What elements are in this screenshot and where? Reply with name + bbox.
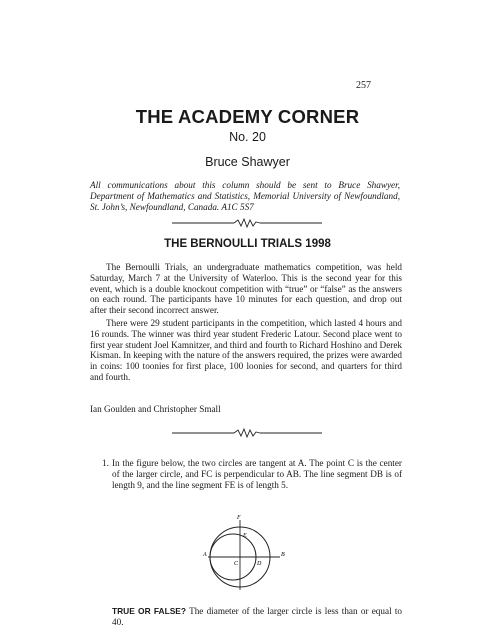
signature [90, 404, 402, 415]
true-false-text: The diameter of the larger circle is less than or equal to 40. [112, 606, 402, 627]
page-number: 257 [356, 80, 371, 91]
problem-1 [90, 458, 402, 490]
label-c: C [234, 561, 239, 567]
tangent-circles-diagram [200, 512, 286, 598]
problem-number: 1. [102, 458, 109, 468]
true-false-question [112, 606, 402, 628]
column-author: Bruce Shawyer [205, 155, 290, 169]
paragraph-intro [90, 262, 402, 316]
ornamental-divider-bottom [172, 428, 322, 438]
label-f: F [237, 515, 241, 521]
issue-number: No. 20 [229, 130, 266, 144]
label-d: D [257, 561, 262, 567]
ornamental-divider-top [172, 218, 322, 228]
column-title: THE ACADEMY CORNER [135, 106, 360, 127]
label-e: E [243, 533, 247, 539]
true-false-label: TRUE OR FALSE? [112, 606, 186, 616]
paragraph-results-text: There were 29 student participants in the competition, which lasted 4 hours and 16 rounds. The winner was third year student Frederic Latour. Second place went to first year student Joel Kamnitzer, and third and fourth to Richard Hoshino and Derek Kisman. In keeping with the nature of the answers required, the prizes were awarded in coins: 100 toonies for first place, 100 loonies for second, and quarters for third and fourth. [90, 318, 402, 382]
label-b: B [281, 552, 285, 558]
paragraph-results [90, 318, 402, 383]
label-a: A [203, 552, 207, 558]
contact-notice: All communications about this column should be sent to Bruce Shawyer, Department of Mathematics and Statistics, Memorial University of Newfoundland, St. John’s, Newfoundland, Canada. A1C 5S7 [90, 180, 400, 213]
problem-text: In the figure below, the two circles are tangent at A. The point C is the center of the larger circle, and FC is perpendicular to AB. The line segment DB is of length 9, and the line segment FE is of length 5. [112, 458, 402, 490]
signature-text: Ian Goulden and Christopher Small [90, 404, 221, 414]
paragraph-intro-text: The Bernoulli Trials, an undergraduate mathematics competition, was held Saturday, March 7 at the University of Waterloo. This is the second year for this event, which is a double knockout competition with “true” or “false” as the answers on each round. The participants have 10 minutes for each question, and drop out after their second incorrect answer. [90, 262, 402, 316]
section-title: THE BERNOULLI TRIALS 1998 [164, 238, 331, 250]
